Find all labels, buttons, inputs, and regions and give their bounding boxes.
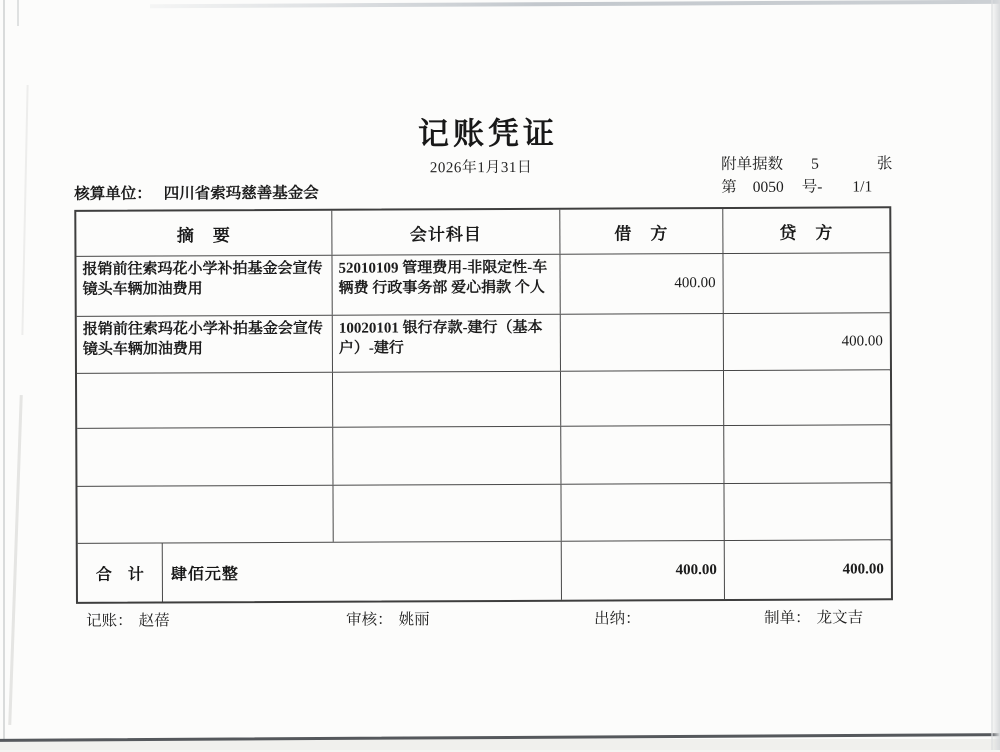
cell-debit: 400.00 [560,254,723,314]
header-credit: 贷 方 [723,208,889,253]
voucher-table [74,206,893,604]
bookkeeper-label: 记账： [86,613,133,630]
attachment-label: 附单据数 [721,156,783,173]
voucher-no-prefix: 第 [721,179,737,196]
cell-summary [77,486,333,543]
voucher-no-suffix: 号- [802,179,823,196]
cell-credit [723,253,889,313]
header-debit: 借 方 [560,209,723,254]
cell-credit: 400.00 [724,313,890,370]
cell-account: 52010109 管理费用-非限定性-车辆费 行政事务部 爱心捐款 个人 [332,255,560,315]
cell-debit [561,484,724,541]
voucher-number-line [721,174,892,198]
header-summary: 摘 要 [76,211,332,256]
cell-summary [77,373,333,428]
cell-account [333,485,561,542]
table-row [77,483,890,544]
total-amount-in-words: 肆佰元整 [163,542,562,602]
table-row [77,370,890,429]
header-account: 会计科目 [332,210,560,255]
total-label: 合 计 [78,543,163,601]
accounting-unit-line [74,181,319,204]
table-row [76,253,889,317]
voucher-info-block [721,151,892,198]
voucher-date: 2026年1月31日 [0,154,963,179]
total-debit: 400.00 [562,541,725,600]
signature-cashier [594,606,647,628]
cell-credit [724,425,890,483]
cell-account [333,372,561,427]
total-credit: 400.00 [725,540,891,599]
cashier-label: 出纳： [594,610,641,627]
cell-credit [724,370,890,425]
table-row [77,425,890,487]
bookkeeper-name: 赵蓓 [139,612,170,629]
signature-reviewer [346,607,430,629]
accounting-unit-label: 核算单位： [74,186,152,203]
reviewer-name: 姚丽 [399,611,430,628]
cell-summary [77,428,333,486]
cell-debit [561,371,724,426]
voucher-page-indicator: 1/1 [852,178,872,195]
reviewer-label: 审核： [346,611,393,628]
table-row [77,313,890,374]
attachment-count: 5 [811,156,819,173]
cell-account [333,427,561,485]
cell-summary: 报销前往索玛花小学补拍基金会宣传镜头车辆加油费用 [77,316,333,373]
table-header-row [76,208,889,257]
cell-debit [561,426,724,484]
cell-summary: 报销前往索玛花小学补拍基金会宣传镜头车辆加油费用 [76,256,332,316]
cell-account: 10020101 银行存款-建行（基本户）-建行 [333,315,561,372]
cell-credit [724,483,890,540]
attachment-count-line [721,151,892,175]
accounting-unit-name: 四川省索玛慈善基金会 [164,185,319,203]
voucher-no-number: 0050 [753,179,784,196]
preparer-label: 制单： [764,610,811,627]
table-total-row [78,540,891,602]
signature-preparer [764,605,863,627]
preparer-name: 龙文吉 [817,609,864,626]
page-title: 记账凭证 [0,106,977,155]
signature-bookkeeper [86,608,170,630]
attachment-unit: 张 [877,155,893,172]
cell-debit [561,314,724,371]
